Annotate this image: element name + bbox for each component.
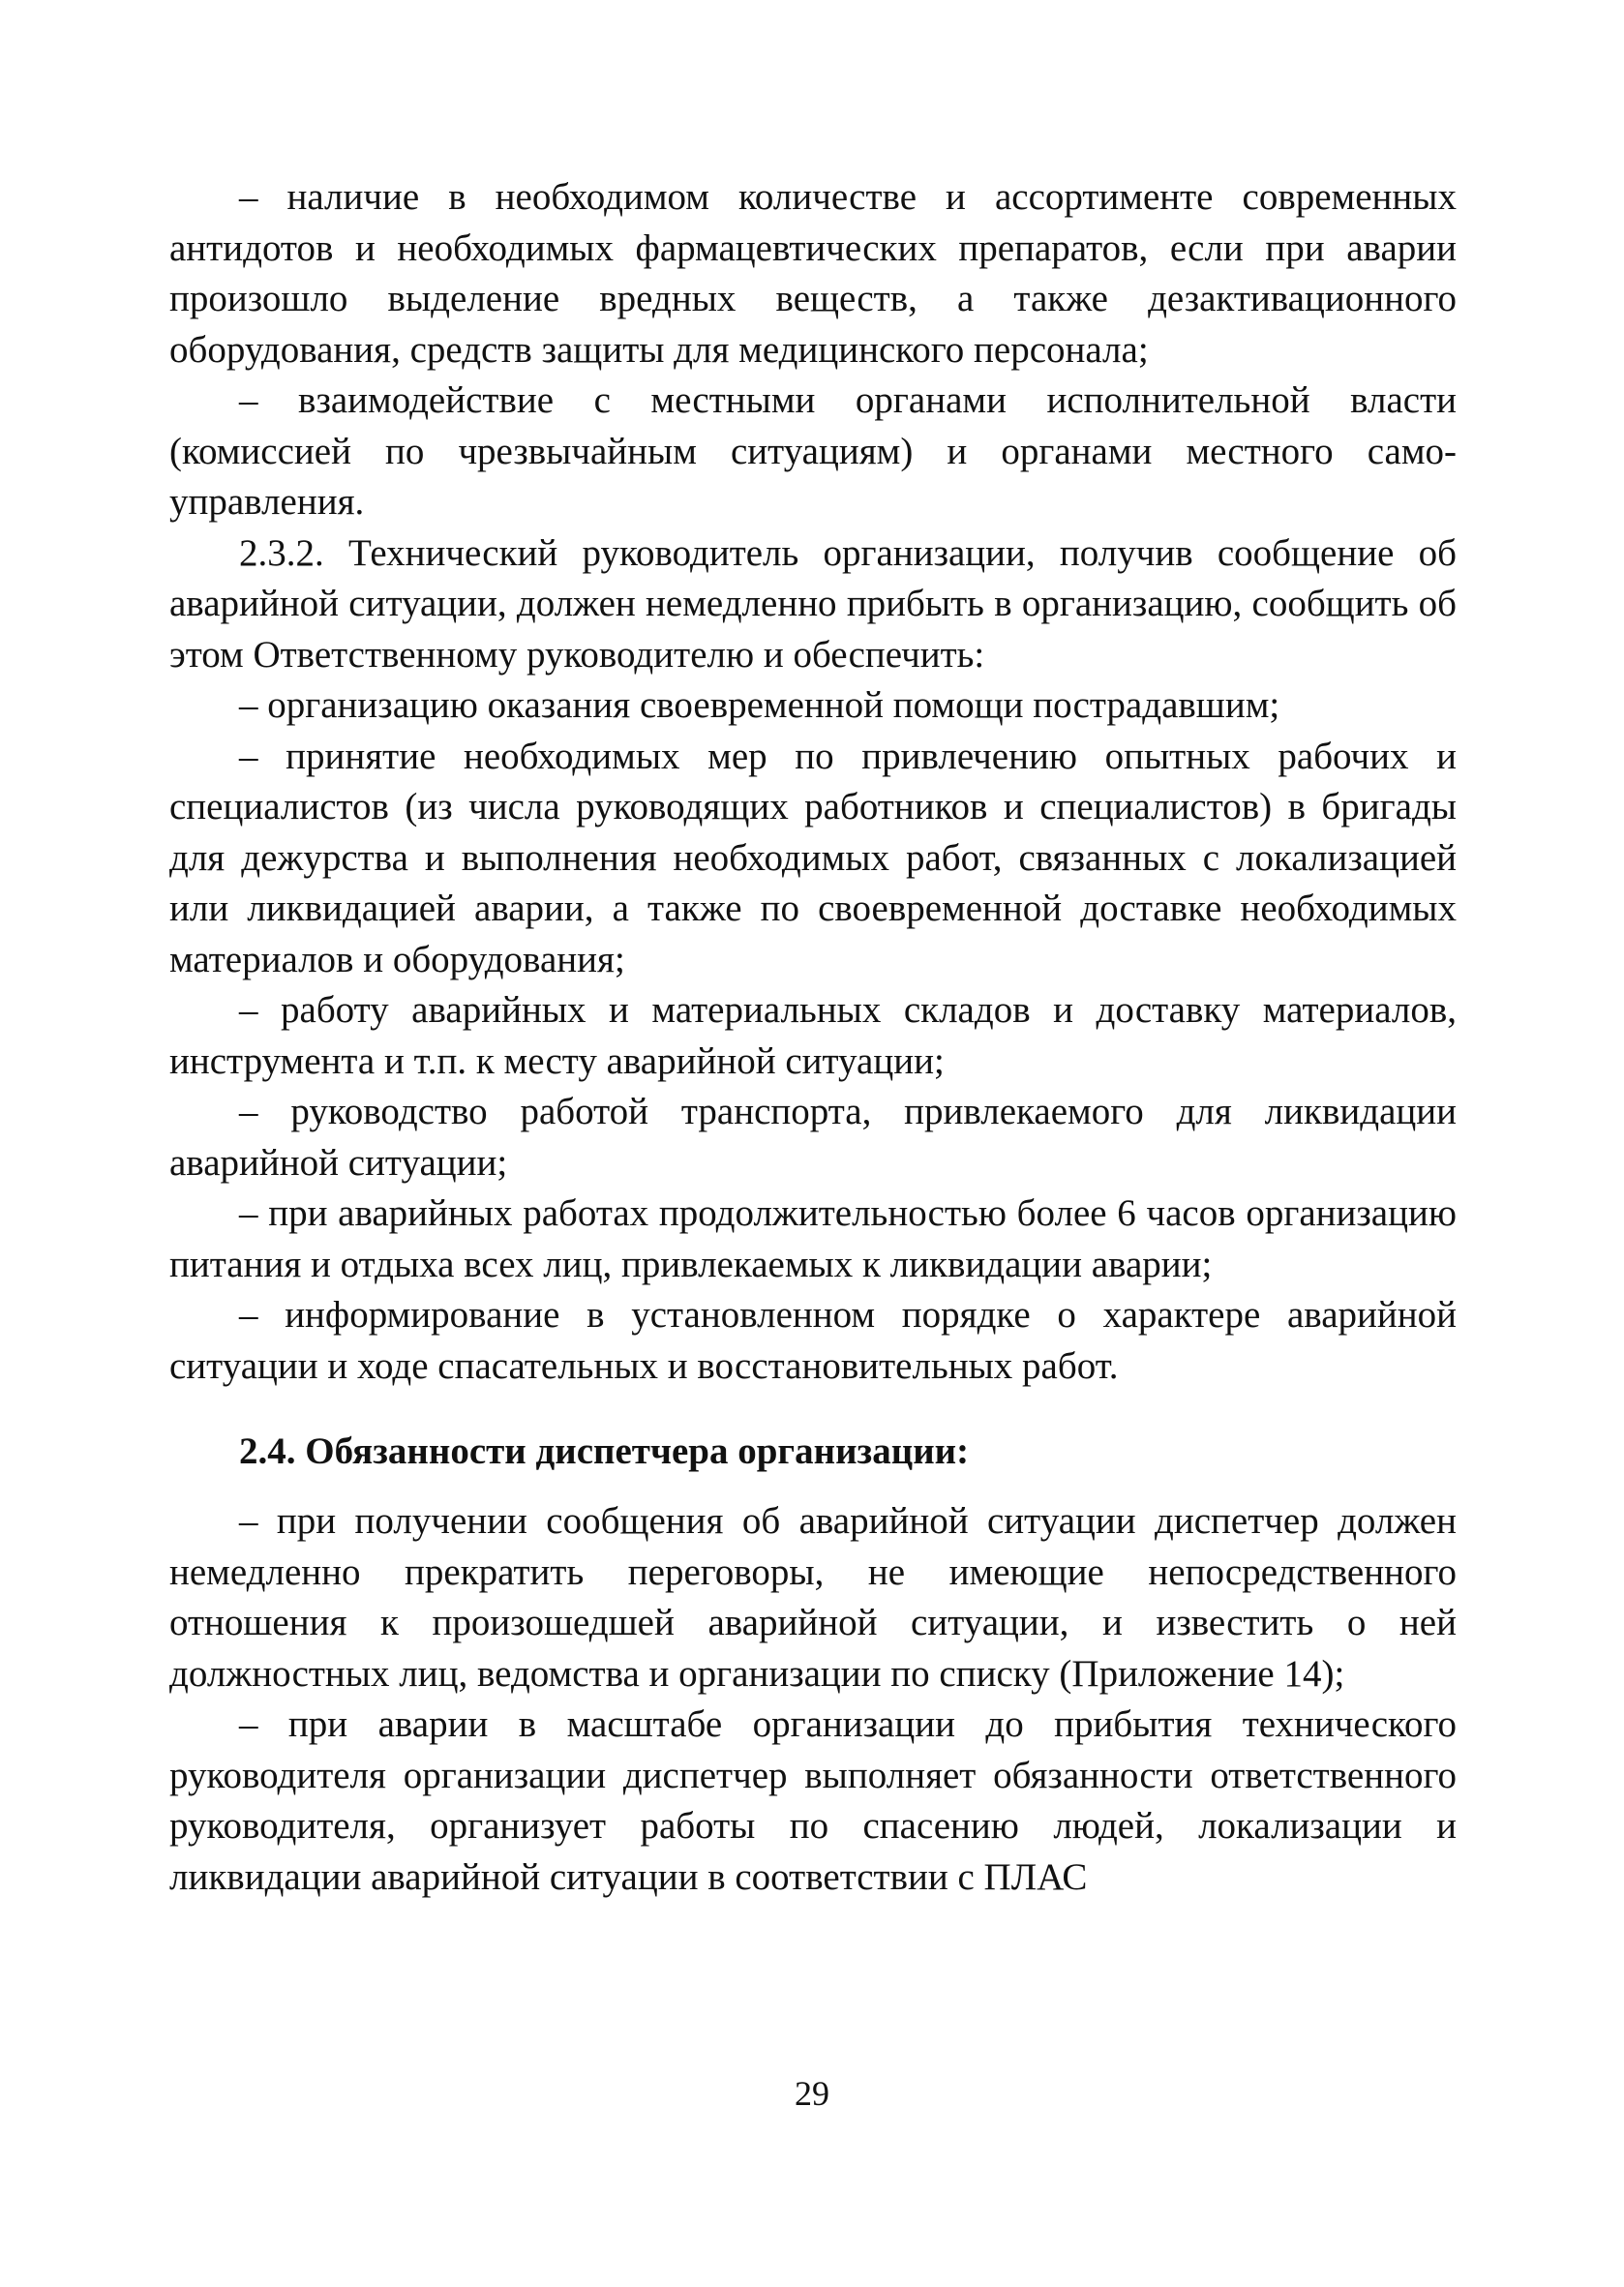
page-body (169, 172, 1457, 1903)
paragraph-food-rest: – при аварийных работах продолжительностью более 6 часов организацию питания и отдыха всех лиц, привлекаемых к ликвидации аварии; (169, 1192, 1457, 1285)
paragraph-workers-recruitment: – принятие необходимых мер по привлечению опытных рабочих и специалистов (из числа руководящих работников и специалистов) в бригады для дежурства и выполнения необходимых работ, связанных с локализацией или ликвидацией аварии, а также по своевременной доставке необходимых материалов и оборудования; (169, 735, 1457, 980)
paragraph-interaction-authorities: – взаимодействие с местными органами исполнительной власти (комиссией по чрезвычайным ситуациям) и органами местного самоуправления. (169, 379, 1457, 523)
paragraph-dispatcher-notification: – при получении сообщения об аварийной ситуации диспетчер должен немедленно прекратить переговоры, не имеющие непосредственного отношения к произошедшей аварийной ситуации, и известить о ней должностных лиц, ведомства и организации по списку (Приложение 14); (169, 1500, 1457, 1695)
paragraph-2-3-2: 2.3.2. Технический руководитель организации, получив сообщение об аварийной ситуации, должен немедленно прибыть в организацию, сообщить об этом Ответственному руководителю и обеспечить: (169, 531, 1457, 676)
paragraph-transport: – руководство работой транспорта, привлекаемого для ликвидации аварийной ситуации; (169, 1091, 1457, 1184)
paragraph-informing: – информирование в установленном порядке о характере аварийной ситуации и ходе спасательных и восстановительных работ. (169, 1294, 1457, 1387)
section-heading-2-4: 2.4. Обязанности диспетчера организации: (239, 1430, 970, 1472)
paragraph-dispatcher-duties: – при аварии в масштабе организации до прибытия технического руководителя организации диспетчер выполняет обязанности ответственного руководителя, организует работы по спасению людей, локализации и ликвидации аварийной ситуации в соответствии с ПЛАС (169, 1703, 1457, 1898)
page-number: 29 (795, 2074, 829, 2113)
paragraph-warehouses: – работу аварийных и материальных складов и доставку материалов, инструмента и т.п. к месту аварийной ситуации; (169, 989, 1457, 1082)
paragraph-victim-assistance: – организацию оказания своевременной помощи пострадавшим; (239, 684, 1280, 726)
paragraph-antidotes: – наличие в необходимом количестве и ассортименте современных антидотов и необходимых фармацевтических препаратов, если при аварии произошло выделение вредных веществ, а также дезактивационного оборудования, средств защиты для медицинского персонала; (169, 176, 1457, 371)
